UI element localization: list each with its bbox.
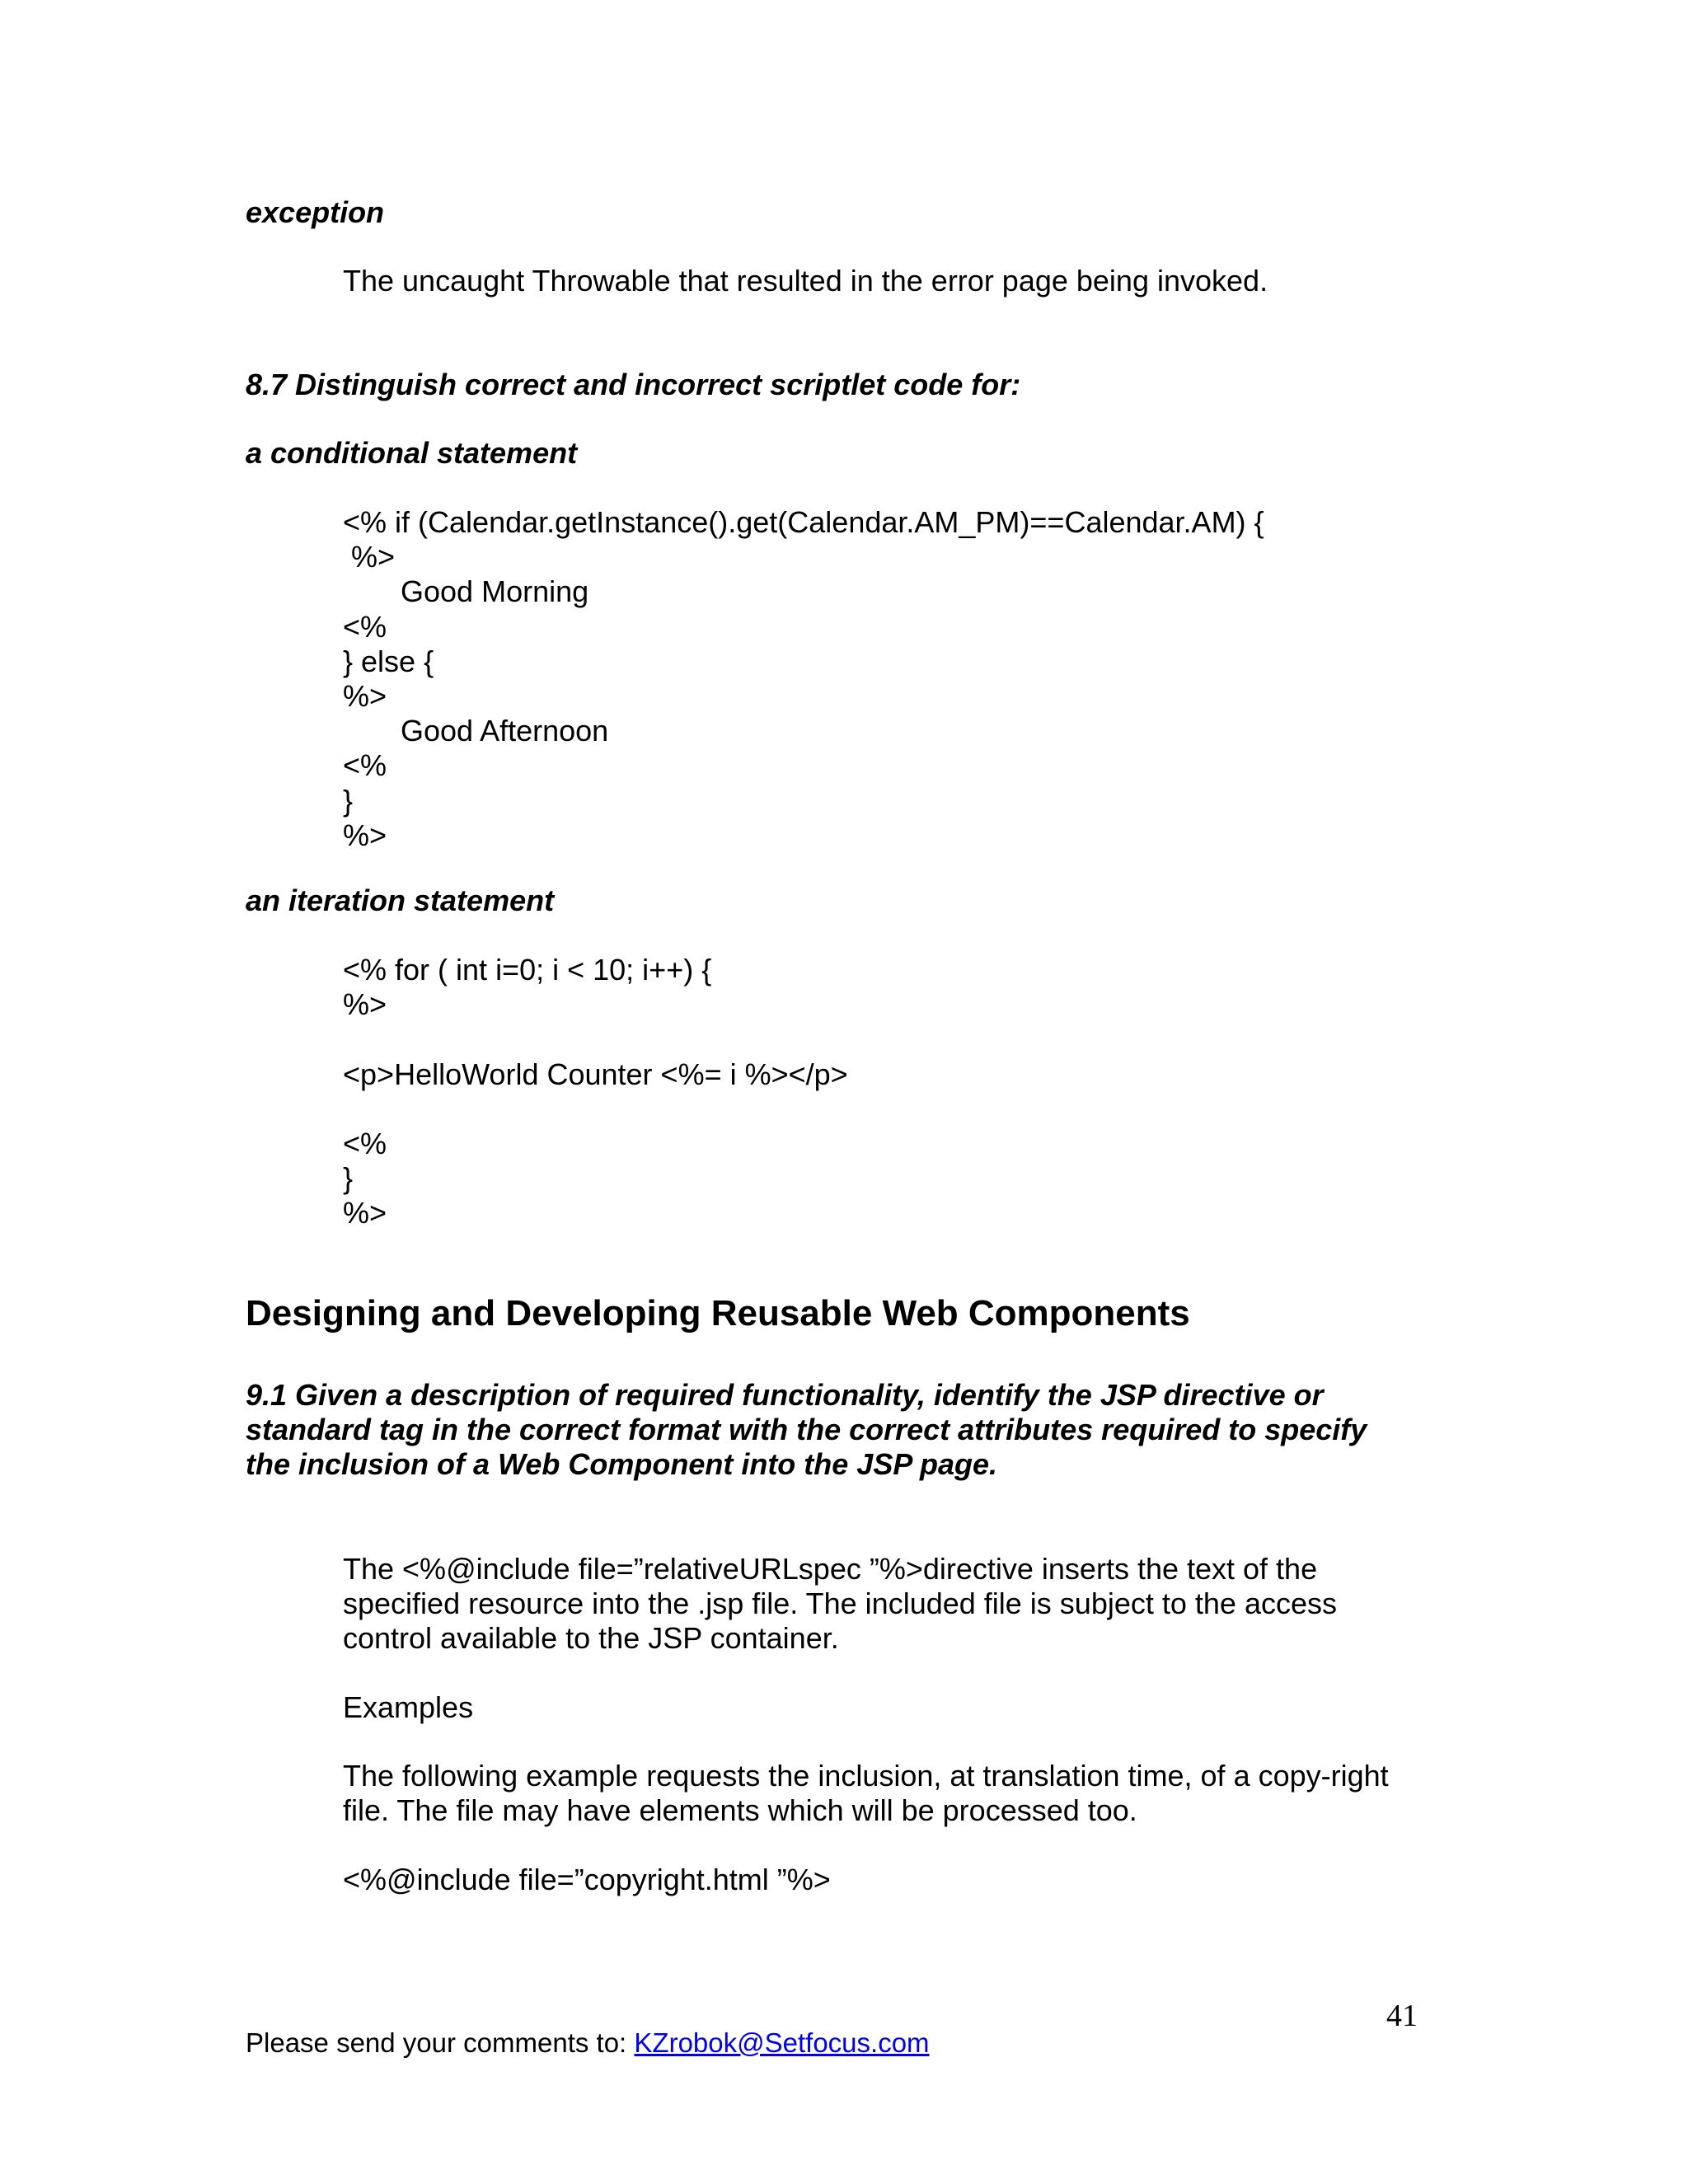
footer — [246, 2027, 930, 2060]
email-link[interactable]: KZrobok@Setfocus.com — [634, 2027, 930, 2058]
exception-description: The uncaught Throwable that resulted in the error page being invoked. — [343, 264, 1268, 298]
exception-term: exception — [246, 195, 385, 229]
section-8-7-heading: 8.7 Distinguish correct and incorrect scriptlet code for: — [246, 368, 1021, 401]
include-directive-paragraph: The <%@include file=”relativeURLspec ”%>directive inserts the text of the specified resource into the .jsp file. The included file is subject to the access control available to the JSP container. — [343, 1552, 1337, 1655]
iteration-code-block: <% for ( int i=0; i < 10; i++) { %> <p>HelloWorld Counter <%= i %></p> <% } %> — [343, 953, 848, 1230]
section-9-1-heading: 9.1 Given a description of required functionality, identify the JSP directive or standard tag in the correct format with the correct attributes required to specify the inclusion of a Web Component into the JSP page. — [246, 1378, 1367, 1481]
conditional-code-block: <% if (Calendar.getInstance().get(Calendar.AM_PM)==Calendar.AM) { %> Good Morning <% } else { %> Good Afternoon <% } %> — [343, 505, 1264, 852]
iteration-statement-label: an iteration statement — [246, 883, 555, 917]
footer-prompt: Please send your comments to: — [246, 2027, 635, 2058]
example-code: <%@include file=”copyright.html ”%> — [343, 1863, 831, 1896]
chapter-title: Designing and Developing Reusable Web Components — [246, 1293, 1190, 1333]
page-number: 41 — [1386, 1999, 1418, 2033]
conditional-statement-label: a conditional statement — [246, 436, 578, 470]
examples-label: Examples — [343, 1690, 474, 1724]
example-description: The following example requests the inclusion, at translation time, of a copy-right file. The file may have elements which will be processed too. — [343, 1759, 1389, 1827]
